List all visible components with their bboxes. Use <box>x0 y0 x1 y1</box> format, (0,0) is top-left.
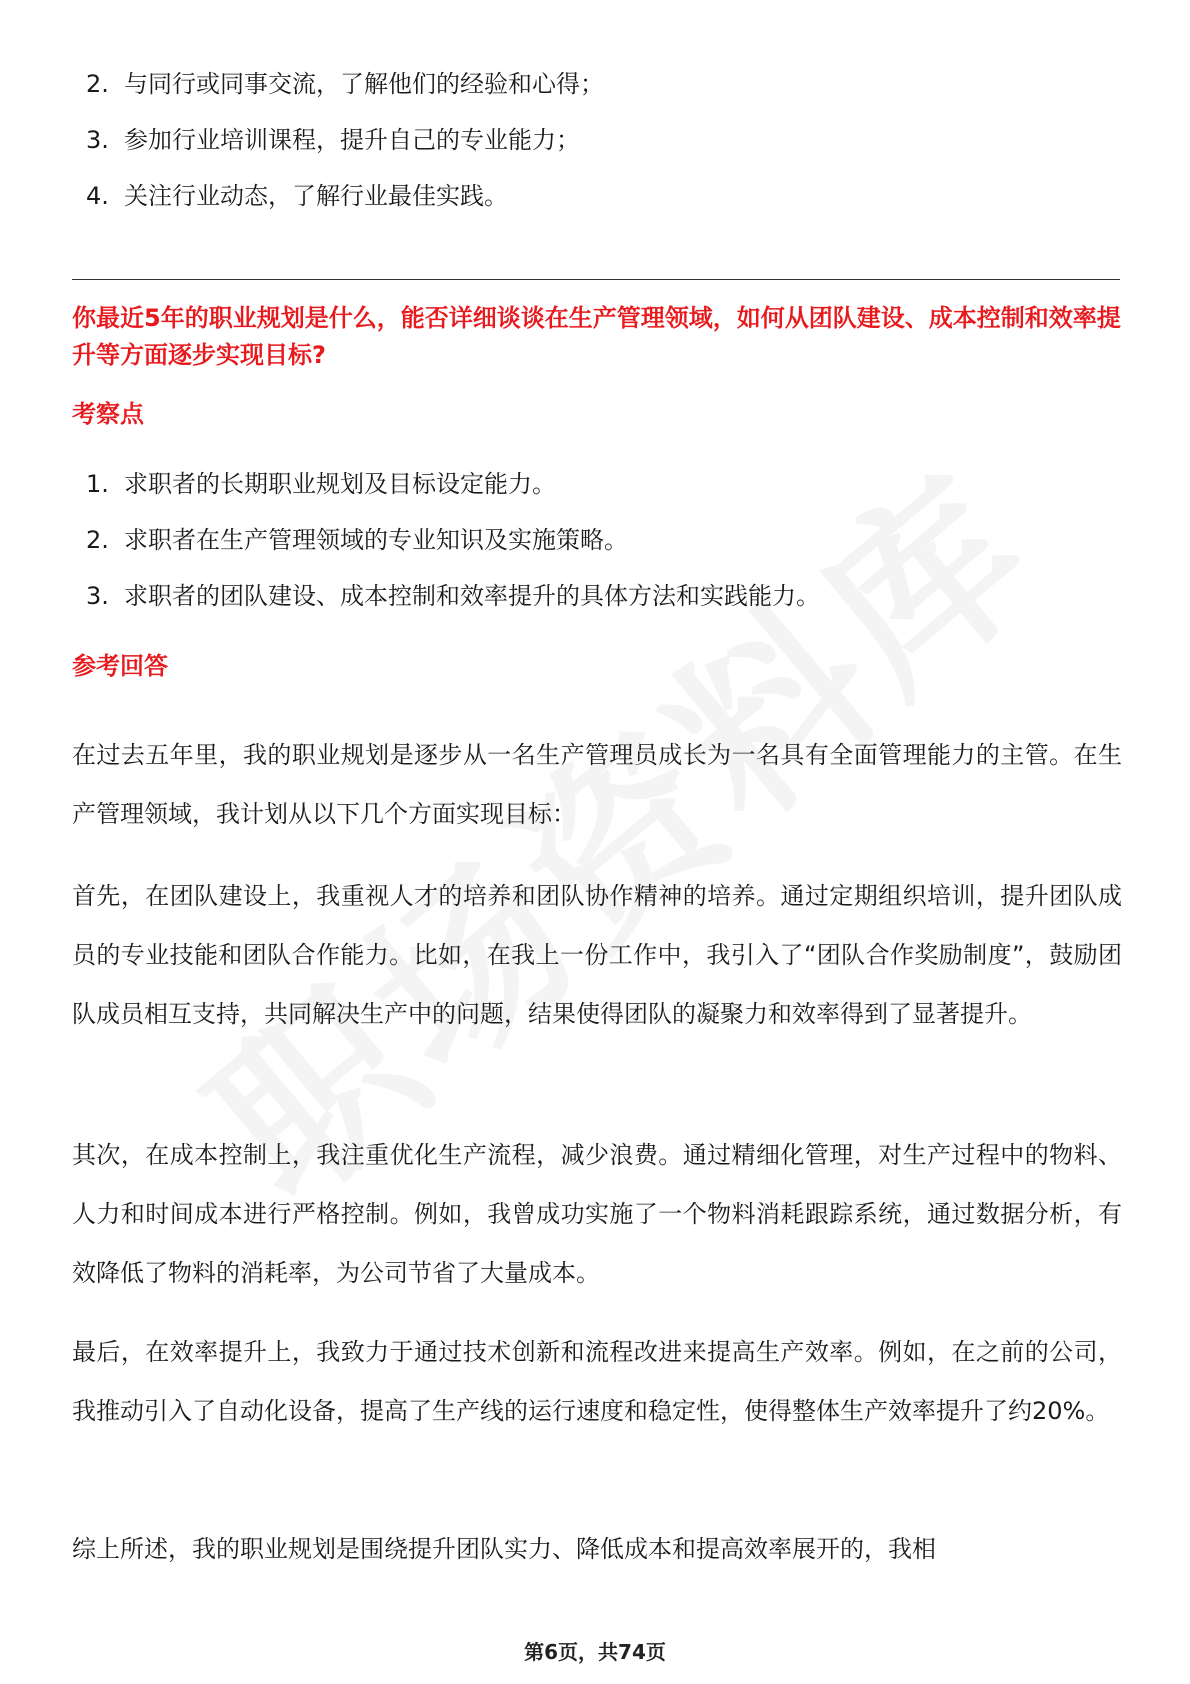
list-item-text: 求职者的长期职业规划及目标设定能力。 <box>124 470 556 498</box>
list-item-text: 与同行或同事交流，了解他们的经验和心得； <box>124 70 604 98</box>
answer-paragraph: 在过去五年里，我的职业规划是逐步从一名生产管理员成长为一名具有全面管理能力的主管。在生产管理领域，我计划从以下几个方面实现目标： <box>72 741 1122 828</box>
list-item-number: 2. <box>86 70 109 98</box>
list-item <box>86 456 820 512</box>
list-item-text: 参加行业培训课程，提升自己的专业能力； <box>124 126 580 154</box>
previous-answer-list <box>86 56 604 224</box>
answer-paragraph: 其次，在成本控制上，我注重优化生产流程，减少浪费。通过精细化管理，对生产过程中的物料、人力和时间成本进行严格控制。例如，我曾成功实施了一个物料消耗跟踪系统，通过数据分析，有效降低了物料的消耗率，为公司节省了大量成本。 <box>72 1141 1122 1287</box>
list-item-number: 3. <box>86 582 109 610</box>
list-item-number: 1. <box>86 470 109 498</box>
list-item <box>86 512 820 568</box>
list-item-text: 求职者在生产管理领域的专业知识及实施策略。 <box>124 526 628 554</box>
answer-paragraph: 综上所述，我的职业规划是围绕提升团队实力、降低成本和提高效率展开的，我相 <box>72 1535 936 1563</box>
list-item-number: 4. <box>86 182 109 210</box>
answer-label: 参考回答 <box>72 652 168 680</box>
page-footer: 第6页，共74页 <box>524 1640 666 1664</box>
question-heading: 你最近5年的职业规划是什么，能否详细谈谈在生产管理领域，如何从团队建设、成本控制和效率提升等方面逐步实现目标? <box>72 304 1121 369</box>
list-item <box>86 568 820 624</box>
answer-paragraph: 最后，在效率提升上，我致力于通过技术创新和流程改进来提高生产效率。例如，在之前的公司，我推动引入了自动化设备，提高了生产线的运行速度和稳定性，使得整体生产效率提升了约20%。 <box>72 1338 1122 1425</box>
exam-points-label: 考察点 <box>72 400 144 428</box>
list-item-number: 3. <box>86 126 109 154</box>
section-divider <box>72 279 1120 280</box>
answer-paragraph: 首先，在团队建设上，我重视人才的培养和团队协作精神的培养。通过定期组织培训，提升团队成员的专业技能和团队合作能力。比如，在我上一份工作中，我引入了“团队合作奖励制度”，鼓励团队成员相互支持，共同解决生产中的问题，结果使得团队的凝聚力和效率得到了显著提升。 <box>72 882 1122 1028</box>
list-item-text: 关注行业动态，了解行业最佳实践。 <box>124 182 508 210</box>
list-item-number: 2. <box>86 526 109 554</box>
list-item <box>86 112 604 168</box>
list-item-text: 求职者的团队建设、成本控制和效率提升的具体方法和实践能力。 <box>124 582 820 610</box>
list-item <box>86 56 604 112</box>
exam-points-list <box>86 456 820 624</box>
list-item <box>86 168 604 224</box>
